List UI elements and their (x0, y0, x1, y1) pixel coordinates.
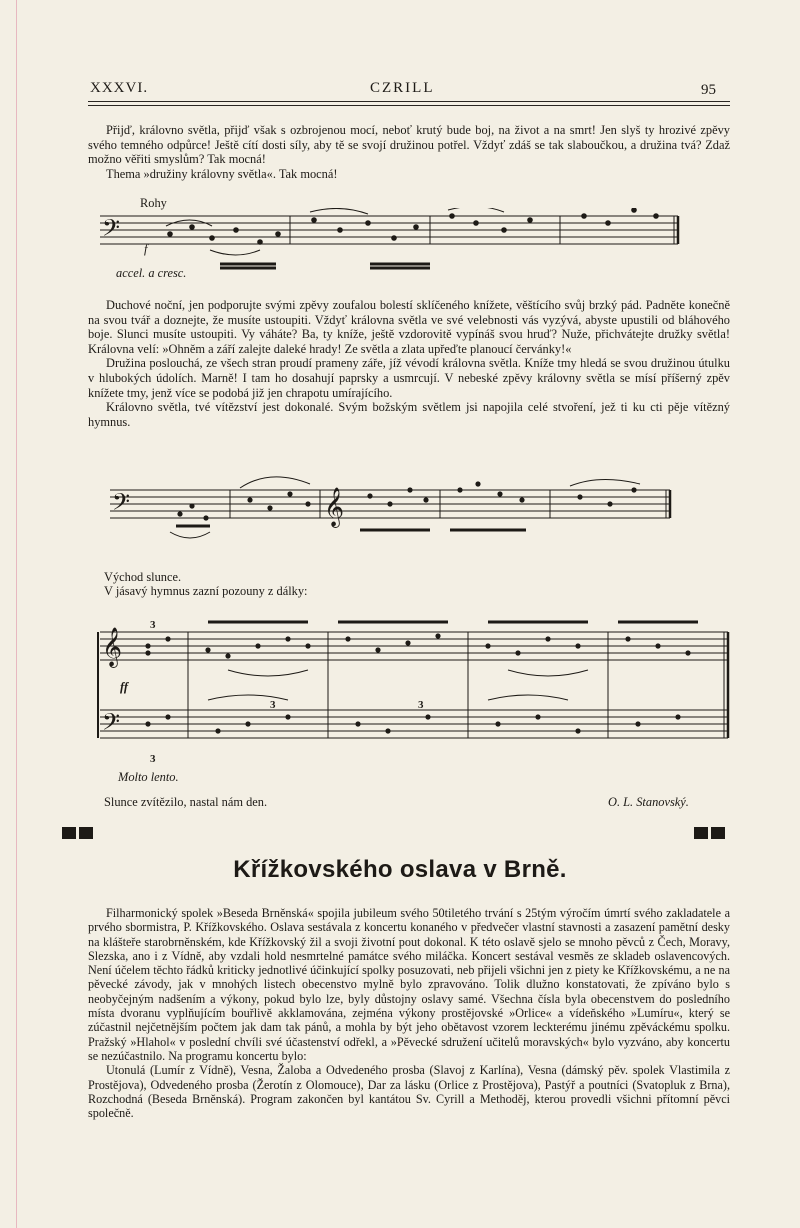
paragraph-victory: Královno světla, tvé vítězství jest dokonalé. Svým božským světlem jsi napojila celé stvoření, jež ti ku cti pěje vítězný hymnus. (88, 400, 730, 429)
header-rule (88, 101, 730, 106)
dynamic-fortissimo: ff (120, 680, 129, 694)
svg-text:3: 3 (150, 619, 156, 631)
svg-text:𝄞: 𝄞 (324, 489, 345, 526)
svg-text:𝄞: 𝄞 (102, 629, 123, 666)
running-title: CZRILL (370, 80, 435, 96)
tempo-molto-lento: Molto lento. (118, 770, 179, 784)
ornament-left (62, 826, 98, 840)
music-example-finale (88, 610, 738, 790)
svg-text:𝄢: 𝄢 (102, 710, 121, 741)
body-paragraphs (88, 298, 730, 429)
svg-text:𝄢: 𝄢 (112, 490, 131, 521)
article-paragraph-2: Utonulá (Lumír z Vídně), Vesna, Žaloba a Odvedeného prosba (Slavoj z Karlína), Vesna (dámský pěv. spolek Vlastimila z Prostějova), Odvedeného prosba (Žerotín z Olomouce), Dar za lásku (Orlice z Prostějova), Pastýř a poutníci (Svatopluk z Brna), Rozchodná (Beseda Brněnská). Program zakončen byl kantátou Sv. Cyrill a Methoděj, kterou provedli všichni přítomní pěvci společně. (88, 1063, 730, 1121)
article-paragraph-1: Filharmonický spolek »Beseda Brněnská« spojila jubileum svého 50tiletého trvání s 25tým výročím úmrtí svého zakladatele a prvého sbormistra, P. Křížkovského. Oslava sestávala z koncertu konaného v předvečer vlastní stavnosti a zasazení pamětní desky na klášteře starobrněnském, kde Křížkovský žil a svoji životní pout dokonal. K této oslavě sjelo se mnoho pěvců z Čech, Moravy, Slezska, ano i z Vídně, aby vzdali hold nesmrtelné památce svého miláčka. Koncert sestával vesměs ze skladeb oslavencových. Není účelem těchto řádků kriticky jednotlivé účinkující spolky posuzovati, neb přijeli všichni jen z piety ke Křížkovskému, a ne na pěvecké závody, jak v mnohých listech obecenstvo mylně bylo zpravováno. Tolik dlužno konstatovati, že zpíváno bylo s neobyčejným nadšením a výkony, pokud bylo lze, byly důstojny oslavy samé. Všechna čísla byla obecenstvem do posledního místa dvoranu vyplňujícím bouřlivě akklamována, zejména výkony prostějovské »Orlice« a vídeňského »Lumíru«, který se zúčastnil nejčetnějším počtem jak dam tak pánů, a mohla by být jeho obětavost vzorem leckterému jinému zpěváckému spolku. Pražský »Hlahol« v poslední chvíli své účastenství odřekl, a »Pěvecké sdružení učitelů moravských« bylo vyzváno, aby koncertu se nezúčastnilo. Na programu koncertu bylo: (88, 906, 730, 1063)
music-example-horns (100, 208, 690, 270)
paragraph-spirits: Duchové noční, jen podporujte svými zpěvy zoufalou bolestí sklíčeného knížete, věštícího svůj brzký pád. Padněte konečně na svou tvář a doznejte, že musíte ustoupiti. Vždyť královna světla ve své velebnosti vás vyzývá, abyste upustili od bláhového boje. Slunci musíte ustoupiti. Vy váháte? Ba, ty kníže, ještě vzdorovitě vypínáš svou hruď? Nuže, přichvátejte družky světla! Královna velí: »Ohněm a září zalejte daleké hrady! Ze světla a zlata upřeďte planoucí červánky!« (88, 298, 730, 356)
closing-line: Slunce zvítězilo, nastal nám den. (104, 795, 268, 809)
intro-text: Přijď, královno světla, přijď však s ozbrojenou mocí, neboť krutý bude boj, na život a na smrt! Jen slyš ty hrozivé zpěvy svého temného odpůrce! Ještě cítí dosti síly, aby tě se svojí družinou potřel. Vždyť zdáš se tak slaboučkou, a družina tvá? Zdaž možno věřiti smyslům? Tak mocná! (88, 123, 730, 167)
music-example-hymn (110, 470, 680, 560)
dynamic-marking: f (144, 242, 148, 256)
intro-paragraph (88, 123, 730, 181)
instrument-label: Rohy (140, 196, 167, 210)
caption-trombones: V jásavý hymnus zazní pozouny z dálky: (104, 584, 308, 598)
tempo-marking: accel. a cresc. (116, 266, 187, 280)
svg-text:3: 3 (418, 699, 424, 711)
triplet-mark: 3 (150, 753, 156, 765)
caption-sunrise: Východ slunce. (104, 570, 182, 584)
article-body (88, 906, 730, 1120)
article-title: Křížkovského oslava v Brně. (233, 856, 567, 883)
ornament-right (694, 826, 730, 840)
section-number: XXXVI. (90, 80, 149, 96)
page-edge-line (16, 0, 17, 1228)
svg-text:𝄢: 𝄢 (102, 216, 121, 247)
paragraph-retinue: Družina poslouchá, ze všech stran proudí prameny záře, jíž vévodí královna světla. Kníže tmy hledá se svou družinou útulku v hlubokých údolích. Marně! I tam ho dosahují paprsky a usmrcují. V nebeské zpěvy královny světla se mísí příšerný zpěv knížete tmy, jenž více se podobá již jen chrapotu umírajícího. (88, 356, 730, 400)
page-header (90, 80, 730, 102)
author-signature: O. L. Stanovský. (608, 795, 689, 809)
svg-text:3: 3 (270, 699, 276, 711)
page-number: 95 (701, 82, 716, 98)
theme-line: Thema »družiny královny světla«. Tak mocná! (106, 166, 338, 181)
